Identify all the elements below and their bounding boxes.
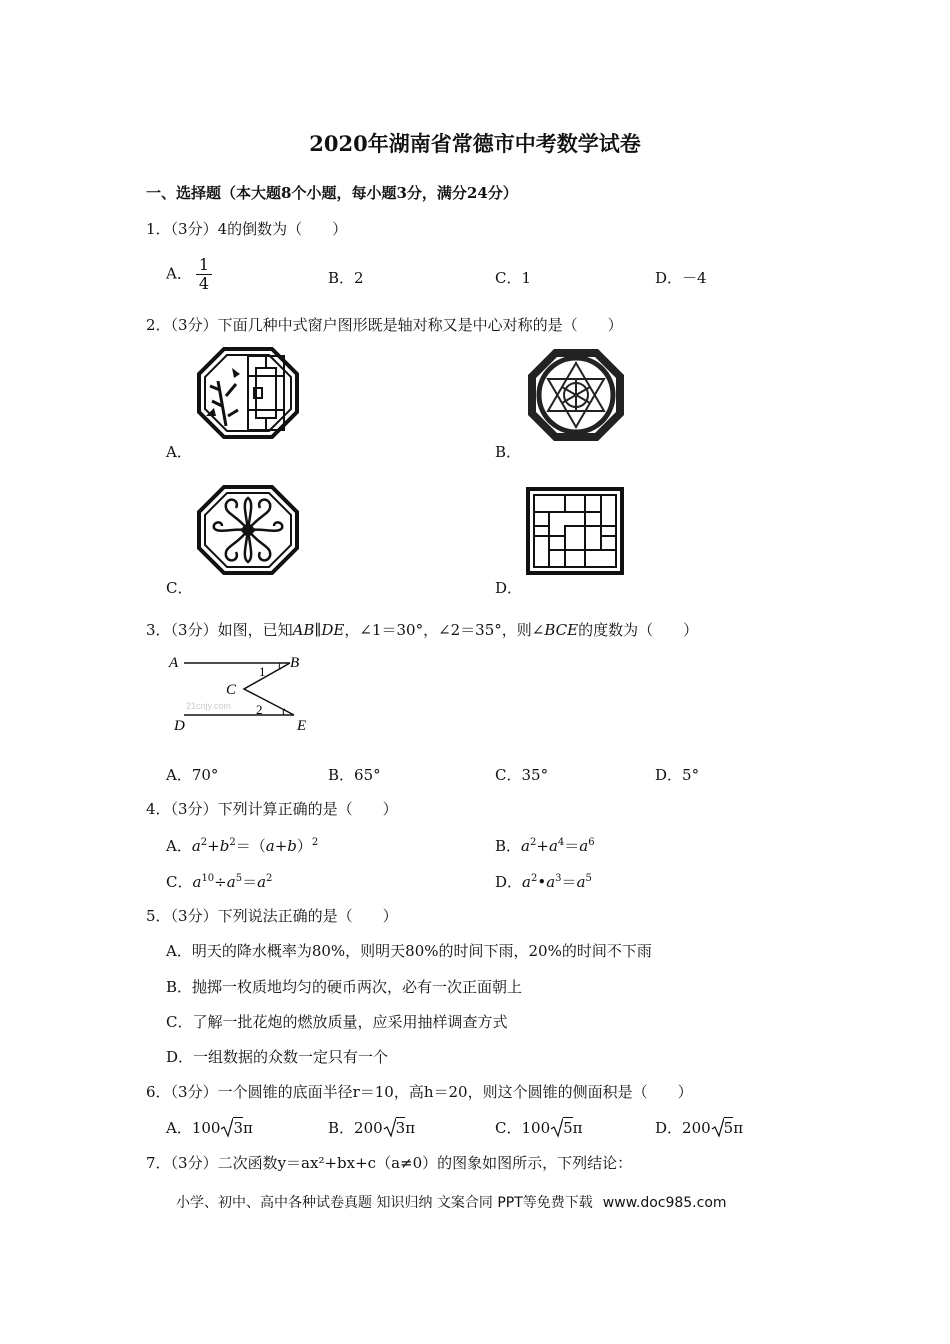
q1-option-d: D．－4 [655,269,707,287]
q3-option-b: B．65° [328,766,381,784]
q5-option-b: B．抛掷一枚质地均匀的硬币两次，必有一次正面朝上 [166,978,523,996]
footer-url[interactable]: www.doc985.com [602,1195,727,1211]
section-heading: 一、选择题（本大题8个小题，每小题3分，满分24分） [146,184,518,202]
angle-1-label: 1 [259,664,266,679]
q4-option-c: C．$a^{10}\div a^5=a^2$ [166,873,273,891]
q3-option-c: C．35° [495,766,549,784]
window-figure-c [196,484,300,576]
question-4-stem: 4．（3分）下列计算正确的是（ ） [146,800,398,818]
question-1-stem: 1．（3分）4的倒数为（ ） [146,220,348,238]
question-5-stem: 5．（3分）下列说法正确的是（ ） [146,907,398,925]
q6-option-d: D．200 5π [655,1119,744,1137]
q2-option-d: D． [495,579,523,597]
label-e: E [297,718,307,734]
q1-option-b: B．2 [328,269,364,287]
q2-option-b: B． [495,443,522,461]
q4-option-b: B．$a^2+a^4=a^6$ [495,837,595,855]
sqrt: 5 [711,1119,734,1137]
q6-option-c: C．100 5π [495,1119,583,1137]
q2-option-c: C． [166,579,193,597]
question-3-stem: 3．（3分）如图，已知AB∥DE，∠1＝30°，∠2＝35°，则∠BCE的度数为（ ） [146,621,699,639]
label-d: D [174,718,185,734]
q3-option-a: A．70° [166,766,219,784]
footer-text: 小学、初中、高中各种试卷真题 知识归纳 文案合同 PPT等免费下载 [176,1195,593,1211]
question-6-stem: 6．（3分）一个圆锥的底面半径r＝10，高h＝20，则这个圆锥的侧面积是（ ） [146,1083,693,1101]
sqrt: 3 [383,1119,406,1137]
q4-option-a: A．$a^2+b^2=(a+b)^2$ [166,837,319,855]
watermark: 21cnjy.com [186,701,231,711]
sqrt: 5 [550,1119,573,1137]
window-figure-a [196,346,300,440]
label-a: A [169,655,179,671]
window-figure-d [525,486,625,576]
q6-option-b: B．200 3π [328,1119,416,1137]
q5-option-c: C．了解一批花炮的燃放质量，应采用抽样调查方式 [166,1013,508,1031]
label-c: C [226,682,237,698]
q6-option-a: A．100 3π [166,1119,253,1137]
question-7-stem: 7．（3分）二次函数y＝ax²+bx+c（a≠0）的图象如图所示，下列结论： [146,1154,633,1172]
label-b: B [290,655,300,671]
fraction: $\frac{1}{4}$ [196,256,212,293]
q1-option-a: A． $\frac{1}{4}$ [166,256,212,293]
q5-option-a: A．明天的降水概率为80%，则明天80%的时间下雨，20%的时间不下雨 [166,942,652,960]
q1-option-c: C．1 [495,269,532,287]
angle-2-label: 2 [256,702,263,717]
q4-option-d: D．$a^2•a^3=a^5$ [495,873,592,891]
window-figure-b [526,347,626,443]
q5-option-d: D．一组数据的众数一定只有一个 [166,1048,389,1066]
sqrt: 3 [220,1119,243,1137]
q3-option-d: D．5° [655,766,700,784]
question-2-stem: 2．（3分）下面几种中式窗户图形既是轴对称又是中心对称的是（ ） [146,316,623,334]
parallel-lines-figure [164,648,324,736]
footer [176,1192,727,1212]
page-title: 2020年湖南省常德市中考数学试卷 [309,131,641,156]
q2-option-a: A． [166,443,192,461]
